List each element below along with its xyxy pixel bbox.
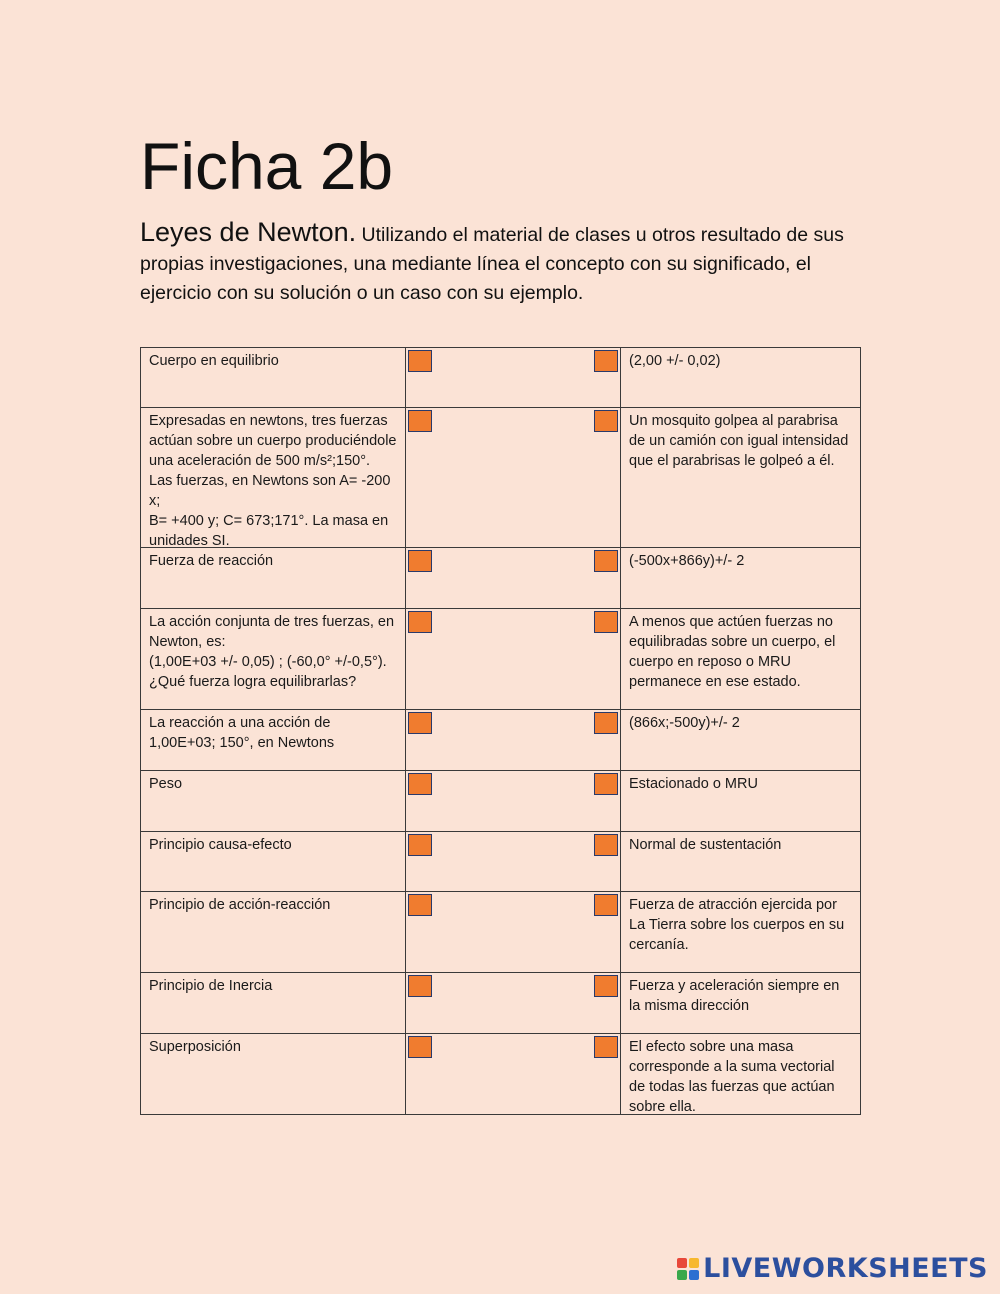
left-match-point[interactable] [408,894,432,916]
left-match-point[interactable] [408,350,432,372]
connector-area [406,609,621,709]
right-match-point[interactable] [594,410,618,432]
left-item: Cuerpo en equilibrio [140,348,406,407]
connector-area [406,892,621,972]
right-item: Fuerza y aceleración siempre en la misma dirección [621,973,861,1033]
liveworksheets-logo [677,1253,988,1284]
page-title: Ficha 2b [140,129,394,203]
left-match-point[interactable] [408,1036,432,1058]
left-match-point[interactable] [408,834,432,856]
table-row [140,771,861,832]
table-row [140,548,861,609]
connector-area [406,973,621,1033]
table-row [140,892,861,973]
left-match-point[interactable] [408,773,432,795]
table-row [140,609,861,710]
left-match-point[interactable] [408,975,432,997]
table-row [140,347,861,408]
left-match-point[interactable] [408,410,432,432]
left-match-point[interactable] [408,550,432,572]
table-row [140,973,861,1034]
logo-text: LIVEWORKSHEETS [703,1253,988,1284]
connector-area [406,832,621,891]
left-item: Principio causa-efecto [140,832,406,891]
right-item: (866x;-500y)+/- 2 [621,710,861,770]
connector-area [406,408,621,547]
instructions-lead: Leyes de Newton. [140,217,357,247]
table-row [140,710,861,771]
left-match-point[interactable] [408,712,432,734]
right-item: Un mosquito golpea al parabrisa de un camión con igual intensidad que el parabrisas le golpeó a él. [621,408,861,547]
connector-area [406,548,621,608]
left-item: Principio de Inercia [140,973,406,1033]
right-match-point[interactable] [594,712,618,734]
left-match-point[interactable] [408,611,432,633]
left-item: Principio de acción-reacción [140,892,406,972]
right-item: Estacionado o MRU [621,771,861,831]
right-item: A menos que actúen fuerzas no equilibradas sobre un cuerpo, el cuerpo en reposo o MRU permanece en ese estado. [621,609,861,709]
left-item: Expresadas en newtons, tres fuerzas actúan sobre un cuerpo produciéndole una aceleración de 500 m/s²;150°. Las fuerzas, en Newtons son A= -200 x; B= +400 y; C= 673;171°. La masa en unidades SI. [140,408,406,547]
right-match-point[interactable] [594,773,618,795]
right-match-point[interactable] [594,1036,618,1058]
connector-area [406,348,621,407]
table-row [140,832,861,892]
logo-icon [677,1258,699,1280]
right-match-point[interactable] [594,611,618,633]
left-item: Peso [140,771,406,831]
left-item: Fuerza de reacción [140,548,406,608]
left-item: La reacción a una acción de 1,00E+03; 150°, en Newtons [140,710,406,770]
right-item: (2,00 +/- 0,02) [621,348,861,407]
matching-table [140,347,861,1115]
right-match-point[interactable] [594,550,618,572]
connector-area [406,771,621,831]
connector-area [406,1034,621,1114]
right-item: El efecto sobre una masa corresponde a la suma vectorial de todas las fuerzas que actúan sobre ella. [621,1034,861,1114]
connector-area [406,710,621,770]
instructions-text: Utilizando el material de clases u otros resultado de sus propias investigaciones, una mediante línea el concepto con su significado, el ejercicio con su solución o un caso con su ejemplo. [140,224,844,304]
right-match-point[interactable] [594,834,618,856]
right-item: (-500x+866y)+/- 2 [621,548,861,608]
table-row [140,1034,861,1115]
left-item: Superposición [140,1034,406,1114]
right-match-point[interactable] [594,894,618,916]
right-item: Normal de sustentación [621,832,861,891]
right-match-point[interactable] [594,350,618,372]
right-match-point[interactable] [594,975,618,997]
right-item: Fuerza de atracción ejercida por La Tierra sobre los cuerpos en su cercanía. [621,892,861,972]
table-row [140,408,861,548]
instructions [140,218,870,308]
left-item: La acción conjunta de tres fuerzas, en Newton, es: (1,00E+03 +/- 0,05) ; (-60,0° +/-0,5°). ¿Qué fuerza logra equilibrarlas? [140,609,406,709]
